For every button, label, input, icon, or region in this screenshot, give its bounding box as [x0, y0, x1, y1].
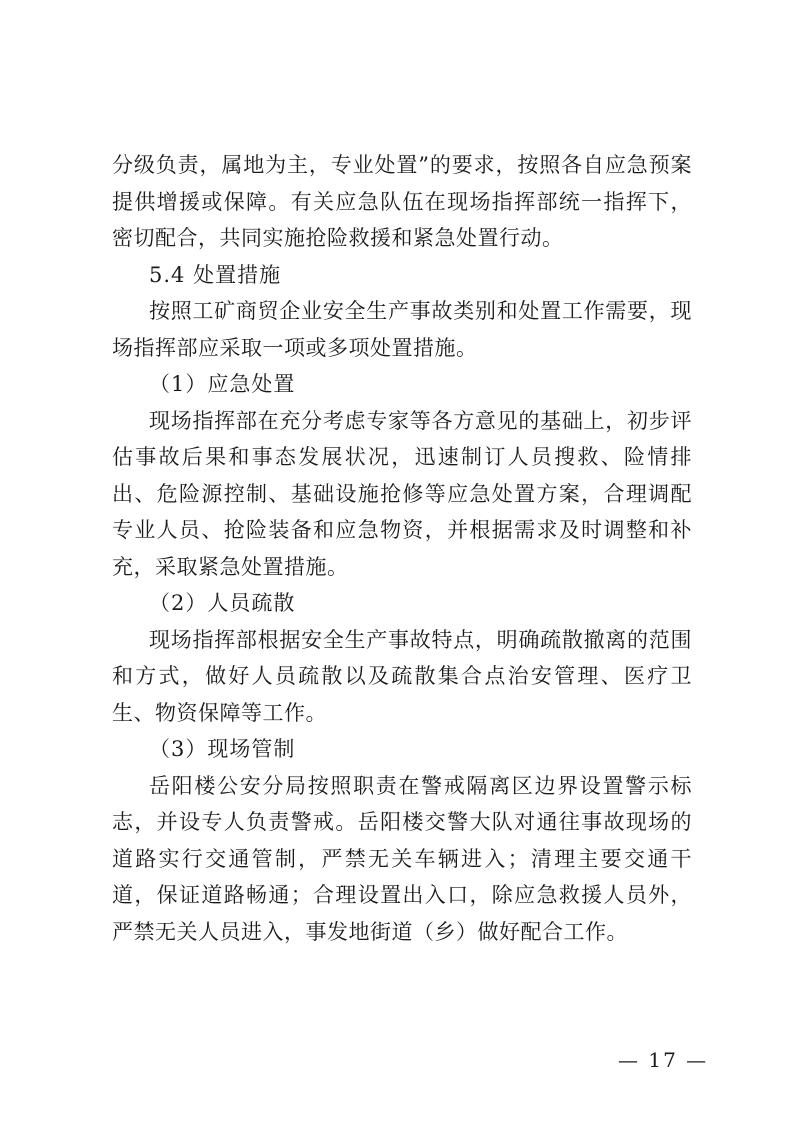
paragraph-site-control: 岳阳楼公安分局按照职责在警戒隔离区边界设置警示标志，并设专人负责警戒。岳阳楼交警大队对通往事故现场的道路实行交通管制，严禁无关车辆进入；清理主要交通干道，保证道路畅通；合理设置出入口，除应急救援人员外，严禁无关人员进入，事发地街道（乡）做好配合工作。	[112, 773, 692, 944]
paragraph-emergency-response: 现场指挥部在充分考虑专家等各方意见的基础上，初步评估事故后果和事态发展状况，迅速制订人员搜救、险情排出、危险源控制、基础设施抢修等应急处置方案，合理调配专业人员、抢险装备和应急物资，并根据需求及时调整和补充，采取紧急处置措施。	[112, 408, 692, 579]
paragraph-evacuation: 现场指挥部根据安全生产事故特点，明确疏散撤离的范围和方式，做好人员疏散以及疏散集合点治安管理、医疗卫生、物资保障等工作。	[112, 627, 692, 725]
subheading-emergency-response: （1）应急处置	[149, 372, 296, 396]
paragraph-measures: 按照工矿商贸企业安全生产事故类别和处置工作需要，现场指挥部应采取一项或多项处置措施。	[112, 299, 692, 360]
section-heading-5-4: 5.4 处置措施	[149, 262, 282, 287]
document-body	[112, 147, 692, 950]
subheading-site-control: （3）现场管制	[149, 737, 296, 761]
paragraph-intro: 分级负责，属地为主，专业处置”的要求，按照各自应急预案提供增援或保障。有关应急队伍在现场指挥部统一指挥下，密切配合，共同实施抢险救援和紧急处置行动。	[112, 153, 692, 250]
page-number: — 17 —	[618, 1048, 709, 1072]
subheading-evacuation: （2）人员疏散	[149, 591, 296, 615]
